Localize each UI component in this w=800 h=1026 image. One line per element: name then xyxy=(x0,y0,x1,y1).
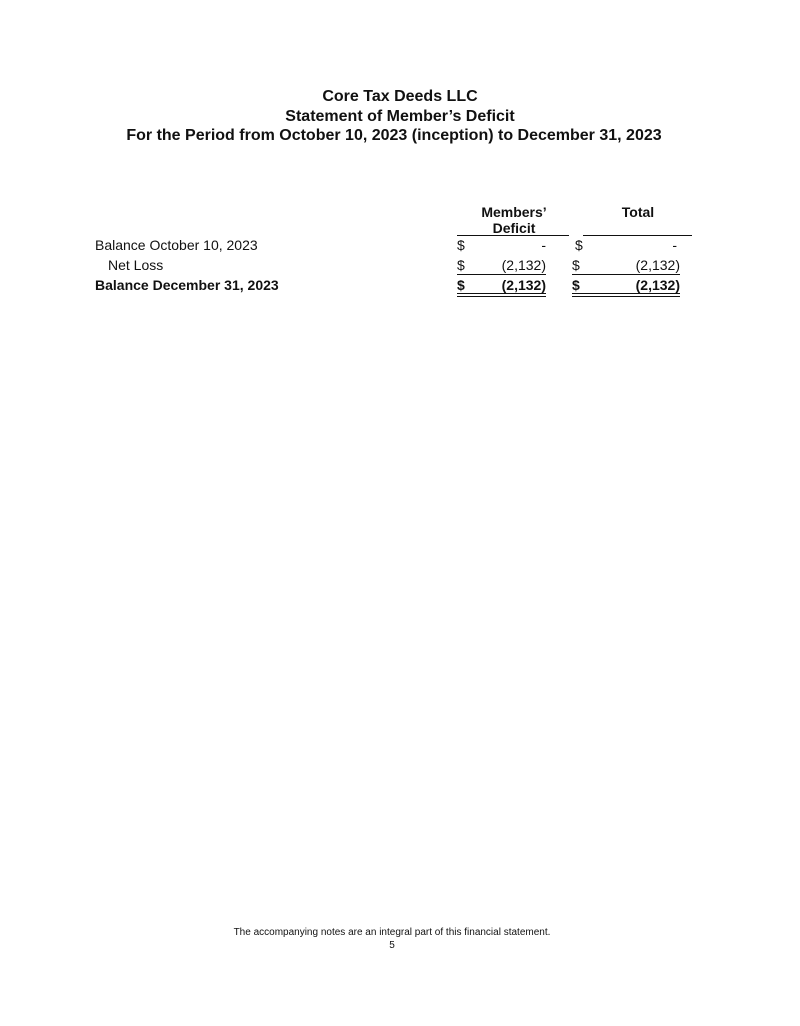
page-number: 5 xyxy=(389,940,395,951)
row-label-net-loss: Net Loss xyxy=(108,257,164,273)
opening-balance-total: - xyxy=(672,237,677,253)
opening-balance-members-currency: $ xyxy=(457,237,465,253)
column-header-total: Total xyxy=(621,204,655,220)
net-loss-total: (2,132) xyxy=(635,257,680,273)
net-loss-total-rule xyxy=(572,274,680,275)
total-header-rule xyxy=(583,235,692,236)
closing-balance-total: (2,132) xyxy=(635,277,680,293)
column-header-members-deficit xyxy=(458,204,570,236)
closing-balance-total-currency: $ xyxy=(572,277,580,293)
footer-note: The accompanying notes are an integral part of this financial statement. xyxy=(233,927,551,938)
net-loss-members-currency: $ xyxy=(457,257,465,273)
row-label-opening-balance: Balance October 10, 2023 xyxy=(95,237,258,253)
column-header-members-deficit-line2: Deficit xyxy=(492,220,536,236)
members-deficit-header-rule xyxy=(457,235,569,236)
column-header-members-deficit-line1: Members’ xyxy=(481,204,547,220)
net-loss-members-deficit: (2,132) xyxy=(501,257,546,273)
statement-period: For the Period from October 10, 2023 (inception) to December 31, 2023 xyxy=(126,127,662,144)
closing-balance-total-double-rule-bottom xyxy=(572,296,680,297)
opening-balance-total-currency: $ xyxy=(575,237,583,253)
net-loss-members-rule xyxy=(457,274,546,275)
opening-balance-members-deficit: - xyxy=(541,237,546,253)
closing-balance-members-double-rule-top xyxy=(457,293,546,294)
statement-title: Statement of Member’s Deficit xyxy=(285,108,515,125)
net-loss-total-currency: $ xyxy=(572,257,580,273)
company-name: Core Tax Deeds LLC xyxy=(322,88,478,105)
closing-balance-total-double-rule-top xyxy=(572,293,680,294)
row-label-closing-balance: Balance December 31, 2023 xyxy=(95,277,279,293)
closing-balance-members-currency: $ xyxy=(457,277,465,293)
closing-balance-members-double-rule-bottom xyxy=(457,296,546,297)
closing-balance-members-deficit: (2,132) xyxy=(501,277,546,293)
